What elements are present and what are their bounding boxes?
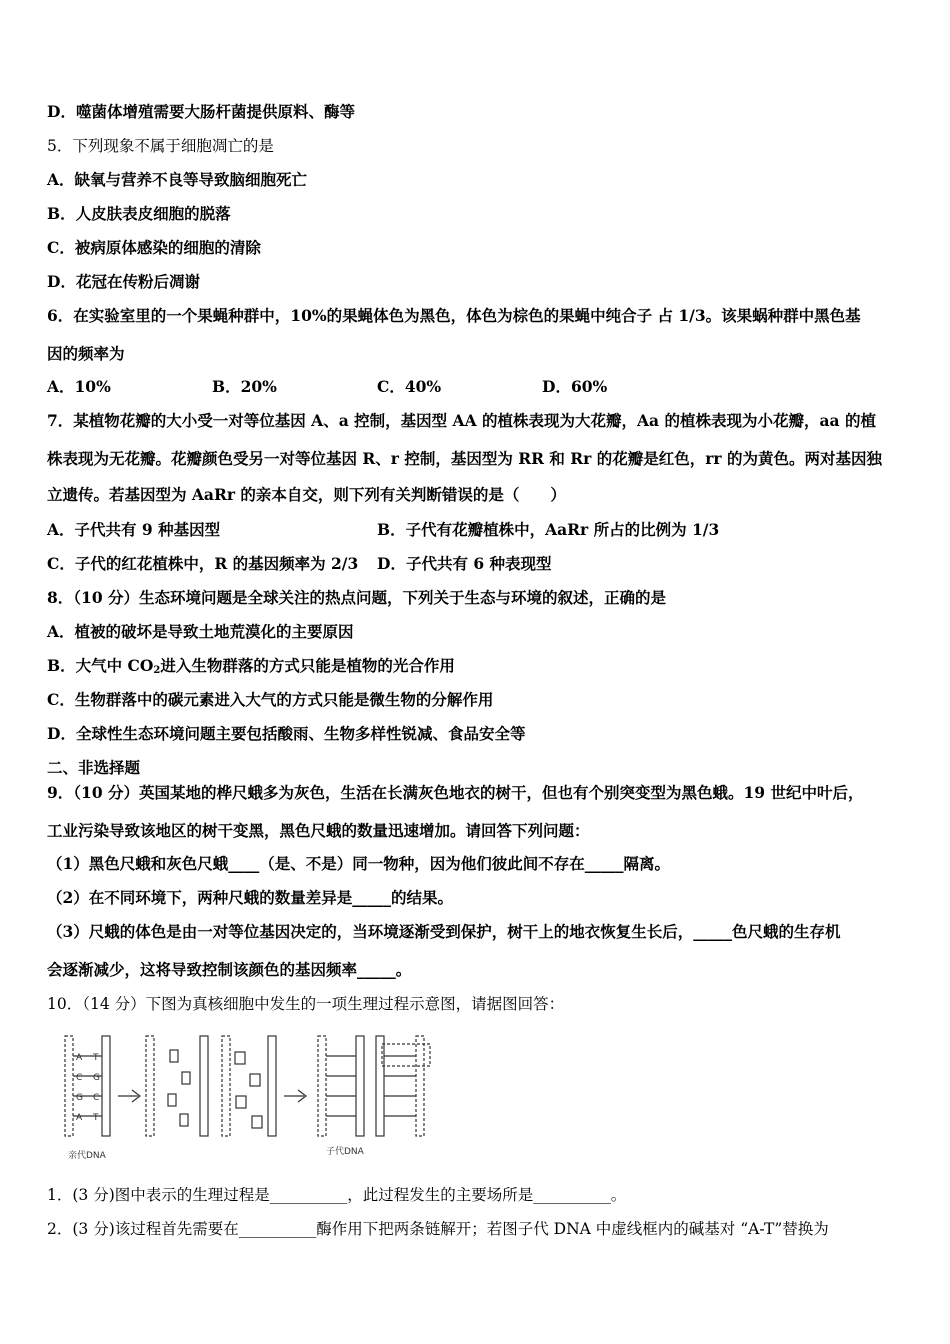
q9-sub3-line2: 会逐渐减少，这将导致控制该颜色的基因频率_____。 (47, 960, 412, 979)
arrow-icon (284, 1090, 306, 1102)
q8-option-d: D．全球性生态环境问题主要包括酸雨、生物多样性锐减、食品安全等 (47, 724, 526, 743)
q8-option-c: C．生物群落中的碳元素进入大气的方式只能是微生物的分解作用 (47, 690, 494, 709)
child-dna (318, 1036, 430, 1136)
q6-option-a: A．10% (47, 377, 111, 396)
svg-text:G: G (76, 1093, 83, 1103)
q6-option-d: D．60% (542, 377, 608, 396)
section-title: 二、非选择题 (47, 758, 141, 777)
q6-option-b: B．20% (212, 377, 277, 396)
svg-text:T: T (93, 1113, 99, 1123)
arrow-icon (118, 1090, 140, 1102)
q5-option-c: C．被病原体感染的细胞的清除 (47, 238, 261, 257)
svg-text:A: A (76, 1113, 83, 1123)
q9-sub2: （2）在不同环境下，两种尺蛾的数量差异是_____的结果。 (47, 888, 454, 907)
q6-option-c: C．40% (377, 377, 442, 396)
q9-stem-line1: 9．（10 分）英国某地的桦尺蛾多为灰色，生活在长满灰色地衣的树干，但也有个别突变型为黑色蛾。19 世纪中叶后， (47, 783, 864, 802)
q5-stem: 5．下列现象不属于细胞凋亡的是 (47, 137, 274, 155)
svg-text:T: T (93, 1053, 99, 1063)
q7-option-d: D．子代共有 6 种表现型 (377, 554, 552, 573)
svg-text:A: A (76, 1053, 83, 1063)
q10-stem: 10．（14 分）下图为真核细胞中发生的一项生理过程示意图，请据图回答： (47, 995, 565, 1013)
q9-stem-line2: 工业污染导致该地区的树干变黑，黑色尺蛾的数量迅速增加。请回答下列问题： (47, 821, 590, 840)
svg-text:C: C (76, 1073, 83, 1083)
parent-dna (65, 1036, 110, 1136)
q7-stem-line2: 株表现为无花瓣。花瓣颜色受另一对等位基因 R、r 控制，基因型为 RR 和 Rr 的花瓣是红色，rr 的为黄色。两对基因独 (47, 449, 882, 468)
pairing-stage (222, 1036, 276, 1136)
q6-stem-line1: 6．在实验室里的一个果蝇种群中，10%的果蝇体色为黑色，体色为棕色的果蝇中纯合子 占 1/3。该果蜗种群中黑色基 (47, 306, 861, 325)
q7-stem-line1: 7．某植物花瓣的大小受一对等位基因 A、a 控制，基因型 AA 的植株表现为大花瓣，Aa 的植株表现为小花瓣，aa 的植 (47, 411, 876, 430)
q7-option-a: A．子代共有 9 种基因型 (47, 520, 221, 539)
q7-stem-line3: 立遗传。若基因型为 AaRr 的亲本自交，则下列有关判断错误的是（ ） (47, 485, 566, 504)
svg-text:C: C (93, 1093, 100, 1103)
q4-option-d: D．噬菌体增殖需要大肠杆菌提供原料、酶等 (47, 102, 355, 121)
unwinding-stage (146, 1036, 208, 1136)
dna-replication-figure (60, 1026, 440, 1166)
q7-option-b: B．子代有花瓣植株中，AaRr 所占的比例为 1/3 (377, 520, 720, 539)
svg-text:G: G (93, 1073, 100, 1083)
q10-sub1: 1．(3 分)图中表示的生理过程是__________，此过程发生的主要场所是__________。 (47, 1186, 627, 1204)
child-dna-label: 子代DNA (326, 1147, 364, 1157)
q5-option-b: B．人皮肤表皮细胞的脱落 (47, 204, 231, 223)
q5-option-d: D．花冠在传粉后凋谢 (47, 272, 200, 291)
q9-sub1: （1）黑色尺蛾和灰色尺蛾____（是、不是）同一物种，因为他们彼此间不存在_____隔离。 (47, 854, 671, 873)
q7-option-c: C．子代的红花植株中，R 的基因频率为 2/3 (47, 554, 359, 573)
q10-sub2: 2．(3 分)该过程首先需要在__________酶作用下把两条链解开；若图子代 DNA 中虚线框内的碱基对 “A-T”替换为 (47, 1220, 829, 1238)
q5-option-a: A．缺氧与营养不良等导致脑细胞死亡 (47, 170, 308, 189)
q8-option-a: A．植被的破坏是导致土地荒漠化的主要原因 (47, 622, 354, 641)
q8-stem: 8．（10 分）生态环境问题是全球关注的热点问题，下列关于生态与环境的叙述，正确的是 (47, 588, 667, 607)
q9-sub3-line1: （3）尺蛾的体色是由一对等位基因决定的，当环境逐渐受到保护，树干上的地衣恢复生长后，_____色尺蛾的生存机 (47, 922, 841, 941)
q6-stem-line2: 因的频率为 (47, 344, 125, 363)
q8-option-b: B．大气中 $CO_2$进入生物群落的方式只能是植物的光合作用 (47, 656, 455, 676)
parent-dna-label: 亲代DNA (68, 1151, 106, 1161)
